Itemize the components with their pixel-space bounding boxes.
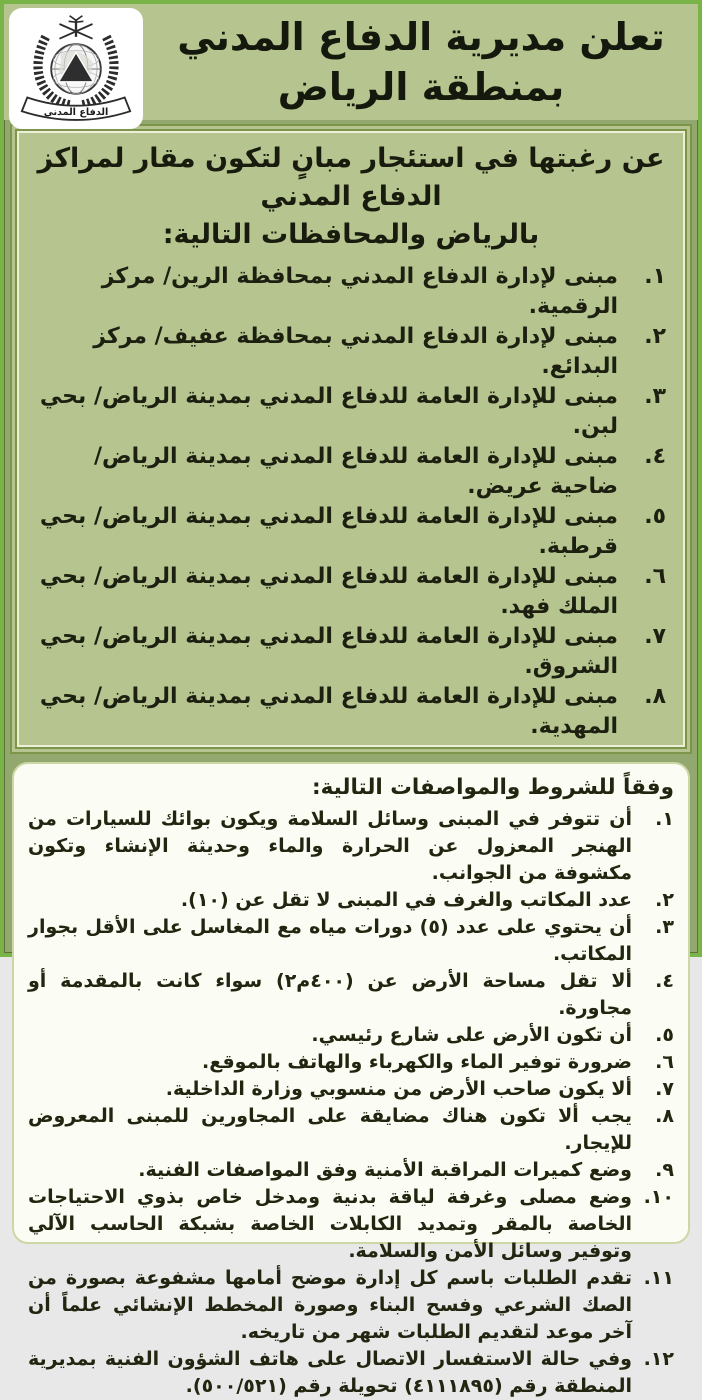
intro-line-2: بالرياض والمحافظات التالية: bbox=[162, 218, 540, 250]
condition-number: ٨. bbox=[655, 1105, 674, 1128]
condition-item bbox=[28, 1157, 674, 1184]
condition-text: وضع كميرات المراقبة الأمنية وفق المواصفات الفنية. bbox=[138, 1159, 632, 1182]
condition-text: ألا تقل مساحة الأرض عن (⁦٤٠٠م٢⁩) سواء كانت بالمقدمة أو مجاورة. bbox=[28, 970, 633, 1020]
locations-list bbox=[36, 262, 666, 742]
location-text: مبنى للإدارة العامة للدفاع المدني بمدينة الرياض/ بحي لبن. bbox=[39, 384, 618, 440]
condition-number: ٩. bbox=[655, 1159, 674, 1182]
location-item bbox=[36, 262, 666, 322]
condition-item bbox=[28, 1346, 674, 1400]
title-line-1: تعلن مديرية الدفاع المدني bbox=[177, 14, 665, 59]
location-number: ٦. bbox=[644, 564, 666, 590]
condition-item bbox=[28, 1184, 674, 1265]
condition-text: ألا يكون صاحب الأرض من منسوبي وزارة الداخلية. bbox=[165, 1078, 632, 1101]
condition-item bbox=[28, 968, 674, 1022]
condition-text: عدد المكاتب والغرف في المبنى لا تقل عن (١٠). bbox=[180, 889, 632, 912]
condition-item bbox=[28, 806, 674, 887]
header bbox=[4, 4, 698, 120]
condition-number: ٣. bbox=[655, 916, 674, 939]
condition-item bbox=[28, 914, 674, 968]
location-text: مبنى للإدارة العامة للدفاع المدني بمدينة الرياض/ ضاحية عريض. bbox=[93, 444, 618, 500]
location-item bbox=[36, 322, 666, 382]
announcement-intro bbox=[36, 140, 666, 253]
condition-item bbox=[28, 1103, 674, 1157]
announcement-box bbox=[10, 124, 692, 754]
location-item bbox=[36, 562, 666, 622]
condition-number: ٥. bbox=[655, 1024, 674, 1047]
location-item bbox=[36, 382, 666, 442]
condition-number: ٧. bbox=[655, 1078, 674, 1101]
condition-number: ١٠. bbox=[643, 1186, 674, 1209]
condition-number: ١. bbox=[655, 808, 674, 831]
condition-text: ضرورة توفير الماء والكهرباء والهاتف بالموقع. bbox=[202, 1051, 632, 1074]
location-item bbox=[36, 622, 666, 682]
civil-defense-emblem-icon bbox=[15, 13, 137, 125]
condition-number: ٦. bbox=[655, 1051, 674, 1074]
location-text: مبنى لإدارة الدفاع المدني بمحافظة عفيف/ مركز البدائع. bbox=[93, 324, 618, 380]
condition-item bbox=[28, 1265, 674, 1346]
location-number: ٢. bbox=[644, 324, 666, 350]
location-number: ٥. bbox=[644, 504, 666, 530]
location-text: مبنى للإدارة العامة للدفاع المدني بمدينة الرياض/ بحي قرطبة. bbox=[39, 504, 618, 560]
conditions-heading: وفقاً للشروط والمواصفات التالية: bbox=[311, 775, 674, 801]
location-item bbox=[36, 682, 666, 742]
condition-text: يجب ألا تكون هناك مضايقة على المجاورين للمبنى المعروض للإيجار. bbox=[28, 1105, 632, 1155]
location-item bbox=[36, 442, 666, 502]
location-text: مبنى للإدارة العامة للدفاع المدني بمدينة الرياض/ بحي الشروق. bbox=[39, 624, 618, 680]
location-number: ٤. bbox=[644, 444, 666, 470]
condition-number: ٢. bbox=[655, 889, 674, 912]
condition-number: ٤. bbox=[655, 970, 674, 993]
condition-text: تقدم الطلبات باسم كل إدارة موضح أمامها مشفوعة بصورة من الصك الشرعي وفسح البناء وصورة المخطط الإنشائي علماً أن آخر موعد لتقديم الطلبات شهر من تاريخه. bbox=[28, 1267, 632, 1344]
condition-text: أن يحتوي على عدد (٥) دورات مياه مع المغاسل على الأقل بجوار المكاتب. bbox=[28, 916, 632, 966]
condition-number: ١٢. bbox=[643, 1348, 674, 1371]
condition-item bbox=[28, 1049, 674, 1076]
condition-text: أن تتوفر في المبنى وسائل السلامة ويكون بوائك للسيارات من الهنجر المعزول عن الحرارة والماء وحديثة الإنشاء وتكون مكشوفة من الجوانب. bbox=[28, 808, 632, 885]
condition-item bbox=[28, 1022, 674, 1049]
page-title bbox=[144, 12, 698, 112]
condition-number: ١١. bbox=[643, 1267, 674, 1290]
location-number: ٧. bbox=[644, 624, 666, 650]
logo-banner-text: الدفاع المدني bbox=[43, 106, 109, 118]
conditions-panel bbox=[12, 762, 690, 1398]
condition-item bbox=[28, 887, 674, 914]
location-text: مبنى للإدارة العامة للدفاع المدني بمدينة الرياض/ بحي المهدية. bbox=[39, 684, 618, 740]
condition-text: وضع مصلى وغرفة لياقة بدنية ومدخل خاص بذوي الاحتياجات الخاصة بالمقر وتمديد الكابلات الخاصة بشبكة الحاسب الآلي وتوفير وسائل الأمن والسلامة. bbox=[28, 1186, 632, 1263]
condition-text: أن تكون الأرض على شارع رئيسي. bbox=[311, 1024, 632, 1047]
location-text: مبنى للإدارة العامة للدفاع المدني بمدينة الرياض/ بحي الملك فهد. bbox=[39, 564, 618, 620]
intro-line-1: عن رغبتها في استئجار مبانٍ لتكون مقار لمراكز الدفاع المدني bbox=[37, 143, 665, 212]
civil-defense-logo bbox=[9, 8, 143, 129]
location-number: ٨. bbox=[644, 684, 666, 710]
location-text: مبنى لإدارة الدفاع المدني بمحافظة الرين/ مركز الرقمية. bbox=[101, 264, 618, 320]
location-number: ٣. bbox=[644, 384, 666, 410]
title-line-2: بمنطقة الرياض bbox=[277, 65, 565, 109]
condition-text: وفي حالة الاستفسار الاتصال على هاتف الشؤون الفنية بمديرية المنطقة رقم (٤١١١٨٩٥) تحويلة رقم (٥٠٠/٥٢١). bbox=[28, 1348, 632, 1398]
location-item bbox=[36, 502, 666, 562]
location-number: ١. bbox=[644, 264, 666, 290]
condition-item bbox=[28, 1076, 674, 1103]
